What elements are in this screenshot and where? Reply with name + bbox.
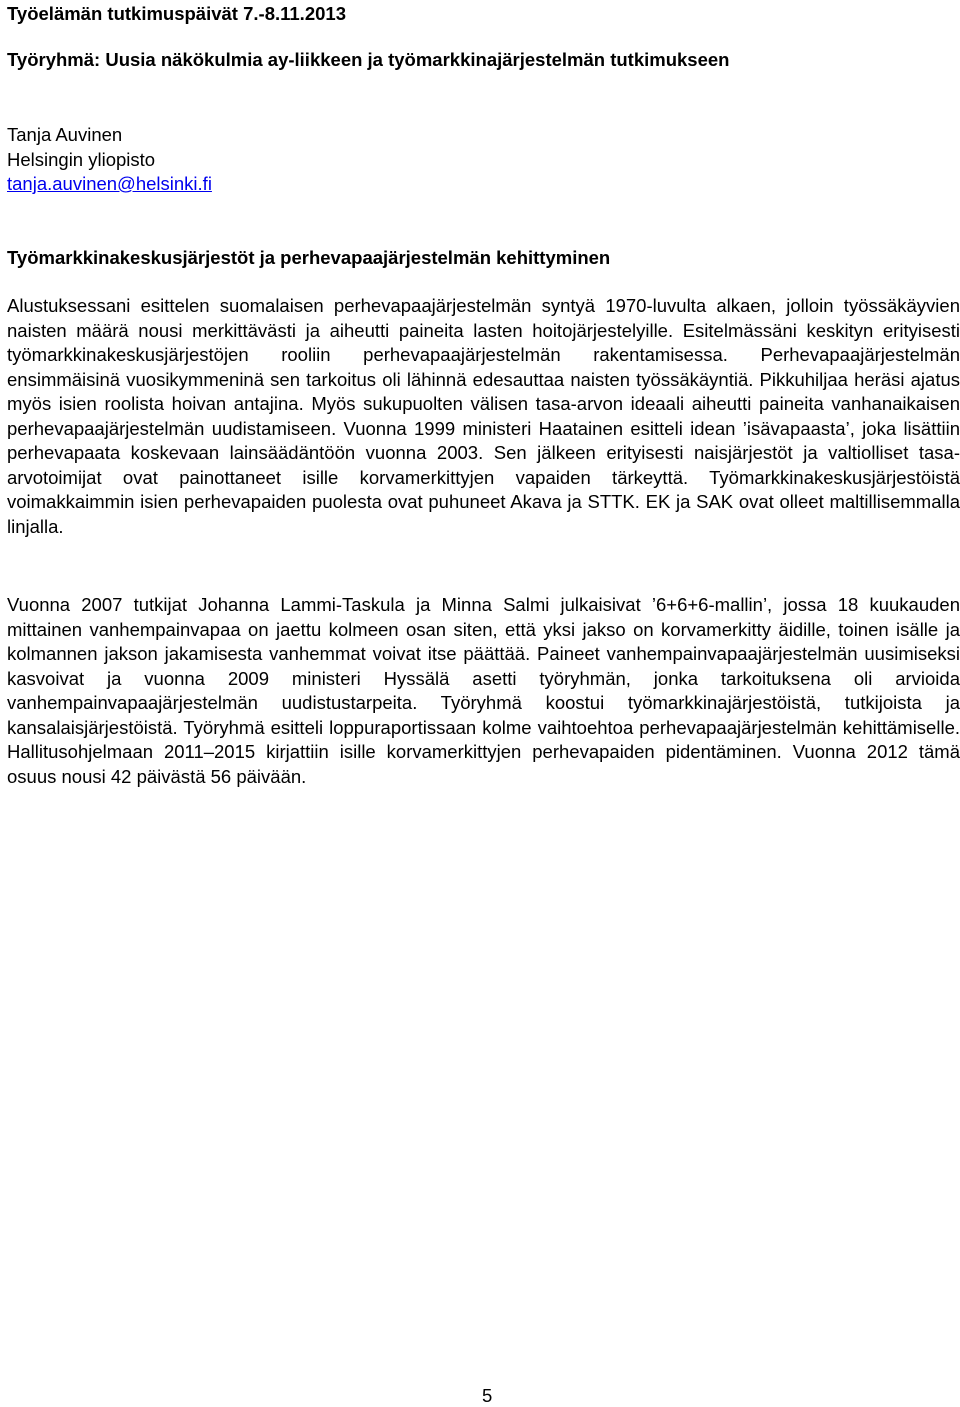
author-email-link[interactable]: tanja.auvinen@helsinki.fi	[7, 173, 212, 194]
author-name: Tanja Auvinen	[7, 124, 123, 145]
author-block	[7, 123, 212, 197]
event-title: Työelämän tutkimuspäivät 7.-8.11.2013	[7, 3, 346, 24]
page-number: 5	[482, 1385, 493, 1406]
body-paragraph: Alustuksessani esittelen suomalaisen perhevapaajärjestelmän syntyä 1970-luvulta alkaen, jolloin työssäkäyvien naisten määrä nousi merkittävästi ja aiheutti paineita lasten hoitojärjestelyille. Esitelmässäni keskityn erityisesti työmarkkinakeskusjärjestöjen rooliin perhevapaajärjestelmän rakentamisessa. Perhevapaajärjestelmän ensimmäisinä vuosikymmeninä sen tarkoitus oli lähinnä edesauttaa naisten työssäkäyntiä. Pikkuhiljaa heräsi ajatus myös isien roolista hoivan antajina. Myös sukupuolten välisen tasa-arvon ideaali aiheutti paineita vanhanaikaisen perhevapaajärjestelmän uudistamiseen. Vuonna 1999 ministeri Haatainen esitteli idean ’isävapaasta’, joka lisättiin perhevapaata koskevaan lainsäädäntöön vuonna 2003. Sen jälkeen erityisesti naisjärjestöt ja valtiolliset tasa-arvotoimijat ovat painottaneet isille korvamerkittyjen vapaiden tärkeyttä. Työmarkkinakeskusjärjestöistä voimakkaimmin isien perhevapaiden puolesta ovat puhuneet Akava ja STTK. EK ja SAK ovat olleet maltillisemmalla linjalla.	[7, 295, 960, 537]
workgroup-title: Työryhmä: Uusia näkökulmia ay-liikkeen ja työmarkkinajärjestelmän tutkimukseen	[7, 49, 730, 70]
article-title: Työmarkkinakeskusjärjestöt ja perhevapaajärjestelmän kehittyminen	[7, 247, 611, 268]
author-affiliation: Helsingin yliopisto	[7, 148, 156, 170]
body-paragraph: Vuonna 2007 tutkijat Johanna Lammi-Taskula ja Minna Salmi julkaisivat ’6+6+6-mallin’, jossa 18 kuukauden mittainen vanhempainvapaa on jaettu kolmeen osan siten, että yksi jakso on korvamerkitty äidille, toinen isälle ja kolmannen jakson jakamisesta vanhemmat voivat itse päättää. Paineet vanhempainvapaajärjestelmän uusimiseksi kasvoivat ja vuonna 2009 ministeri Hyssälä asetti työryhmän, jonka tarkoituksena oli arvioida vanhempainvapaajärjestelmän uudistustarpeita. Työryhmä koostui työmarkkinajärjestöistä, tutkijoista ja kansalaisjärjestöistä. Työryhmä esitteli loppuraportissaan kolme vaihtoehtoa perhevapaajärjestelmän kehittämiselle. Hallitusohjelmaan 2011–2015 kirjattiin isille korvamerkittyjen perhevapaiden pidentäminen. Vuonna 2012 tämä osuus nousi 42 päivästä 56 päivään.	[7, 594, 960, 787]
